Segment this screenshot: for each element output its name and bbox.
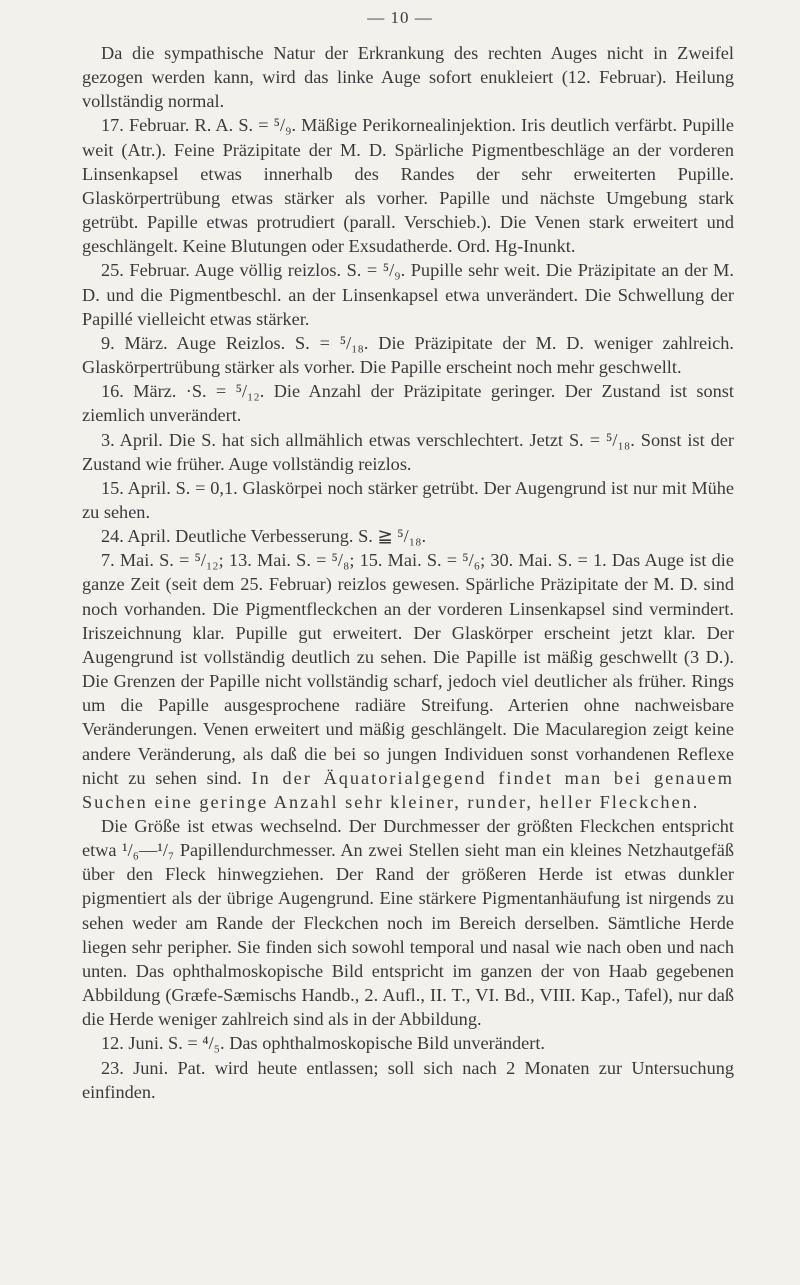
emphasized-text: In der Äquatorialgegend findet man bei genauem Suchen eine geringe Anzahl sehr kleiner, runder, heller Fleckchen. [82, 767, 734, 812]
paragraph: 3. April. Die S. hat sich allmählich etwas verschlechtert. Jetzt S. = ⁵/₁₈. Sonst ist der Zustand wie früher. Auge vollständig reizlos. [82, 429, 734, 474]
paragraph: 23. Juni. Pat. wird heute entlassen; soll sich nach 2 Monaten zur Untersuchung einfinden. [82, 1057, 734, 1102]
paragraph: Da die sympathische Natur der Erkrankung des rechten Auges nicht in Zweifel gezogen werden kann, wird das linke Auge sofort enukleiert (12. Februar). Heilung vollständig normal. [82, 43, 734, 112]
paragraph: 12. Juni. S. = ⁴/₅. Das ophthalmoskopische Bild unverändert. [101, 1033, 545, 1054]
paragraph: 16. März. ·S. = ⁵/₁₂. Die Anzahl der Präzipitate geringer. Der Zustand ist sonst ziemlich unverändert. [82, 381, 734, 426]
page-number: — 10 — [367, 8, 433, 27]
paragraph: 15. April. S. = 0,1. Glaskörpei noch stärker getrübt. Der Augengrund ist nur mit Mühe zu sehen. [82, 477, 734, 522]
paragraph [82, 548, 734, 814]
paragraph-text: 7. Mai. S. = ⁵/₁₂; 13. Mai. S. = ⁵/₈; 15. Mai. S. = ⁵/₆; 30. Mai. S. = 1. Das Auge ist die ganze Zeit (seit dem 25. Februar) reizlos gewesen. Spärliche Präzipitate der M. D. sind noch vorhanden. Die Pigmentfleckchen an der vorderen Linsenkapsel sind vermindert. Iriszeichnung klar. Pupille gut erweitert. Der Glaskörper erscheint jetzt klar. Der Augengrund ist vollständig deutlich zu sehen. Die Papille ist mäßig geschwellt (3 D.). Die Grenzen der Papille nicht vollständig scharf, jedoch viel deutlicher als früher. Rings um die Papille ausgesprochene radiäre Streifung. Arterien ohne nachweisbare Veränderungen. Venen erweitert und mäßig geschlängelt. Die Macularegion zeigt keine andere Veränderung, als daß die bei so jungen Individuen sonst vorhandenen Reflexe nicht zu sehen sind. [82, 550, 734, 788]
paragraph: 25. Februar. Auge völlig reizlos. S. = ⁵/₉. Pupille sehr weit. Die Präzipitate an der M. D. und die Pigmentbeschl. an der Linsenkapsel etwa unverändert. Die Schwellung der Papillé vielleicht etwas stärker. [82, 260, 734, 329]
paragraph: Die Größe ist etwas wechselnd. Der Durchmesser der größten Fleckchen entspricht etwa ¹/₆—¹/₇ Papillendurchmesser. An zwei Stellen sieht man ein kleines Netzhautgefäß über den Fleck hinwegziehen. Der Rand der größeren Herde ist etwas dunkler pigmentiert als der übrige Augengrund. Eine stärkere Pigmentanhäufung ist nirgends zu sehen weder am Rande der Fleckchen noch im Bereich derselben. Sämtliche Herde liegen sehr peripher. Sie finden sich sowohl temporal und nasal wie nach oben und nach unten. Das ophthalmoskopische Bild entspricht im ganzen der von Haab gegebenen Abbildung (Græfe-Sæmischs Handb., 2. Aufl., II. T., VI. Bd., VIII. Kap., Tafel), nur daß die Herde weniger zahlreich sind als in der Abbildung. [82, 816, 734, 1030]
paragraph: 17. Februar. R. A. S. = ⁵/₉. Mäßige Perikornealinjektion. Iris deutlich verfärbt. Pupille weit (Atr.). Feine Präzipitate der M. D. Spärliche Pigmentbeschläge an der vorderen Linsenkapsel etwas innerhalb des Randes der sehr erweiterten Pupille. Glaskörpertrübung etwas stärker als vorher. Papille und nächste Umgebung stark getrübt. Papille etwas protrudiert (parall. Verschieb.). Die Venen stark erweitert und geschlängelt. Keine Blutungen oder Exsudatherde. Ord. Hg-Inunkt. [82, 115, 734, 257]
paragraph: 24. April. Deutliche Verbesserung. S. ≧ ⁵/₁₈. [101, 526, 427, 547]
body-text [82, 41, 734, 1104]
paragraph: 9. März. Auge Reizlos. S. = ⁵/₁₈. Die Präzipitate der M. D. weniger zahlreich. Glaskörpertrübung stärker als vorher. Die Papille erscheint noch mehr geschwellt. [82, 332, 734, 378]
